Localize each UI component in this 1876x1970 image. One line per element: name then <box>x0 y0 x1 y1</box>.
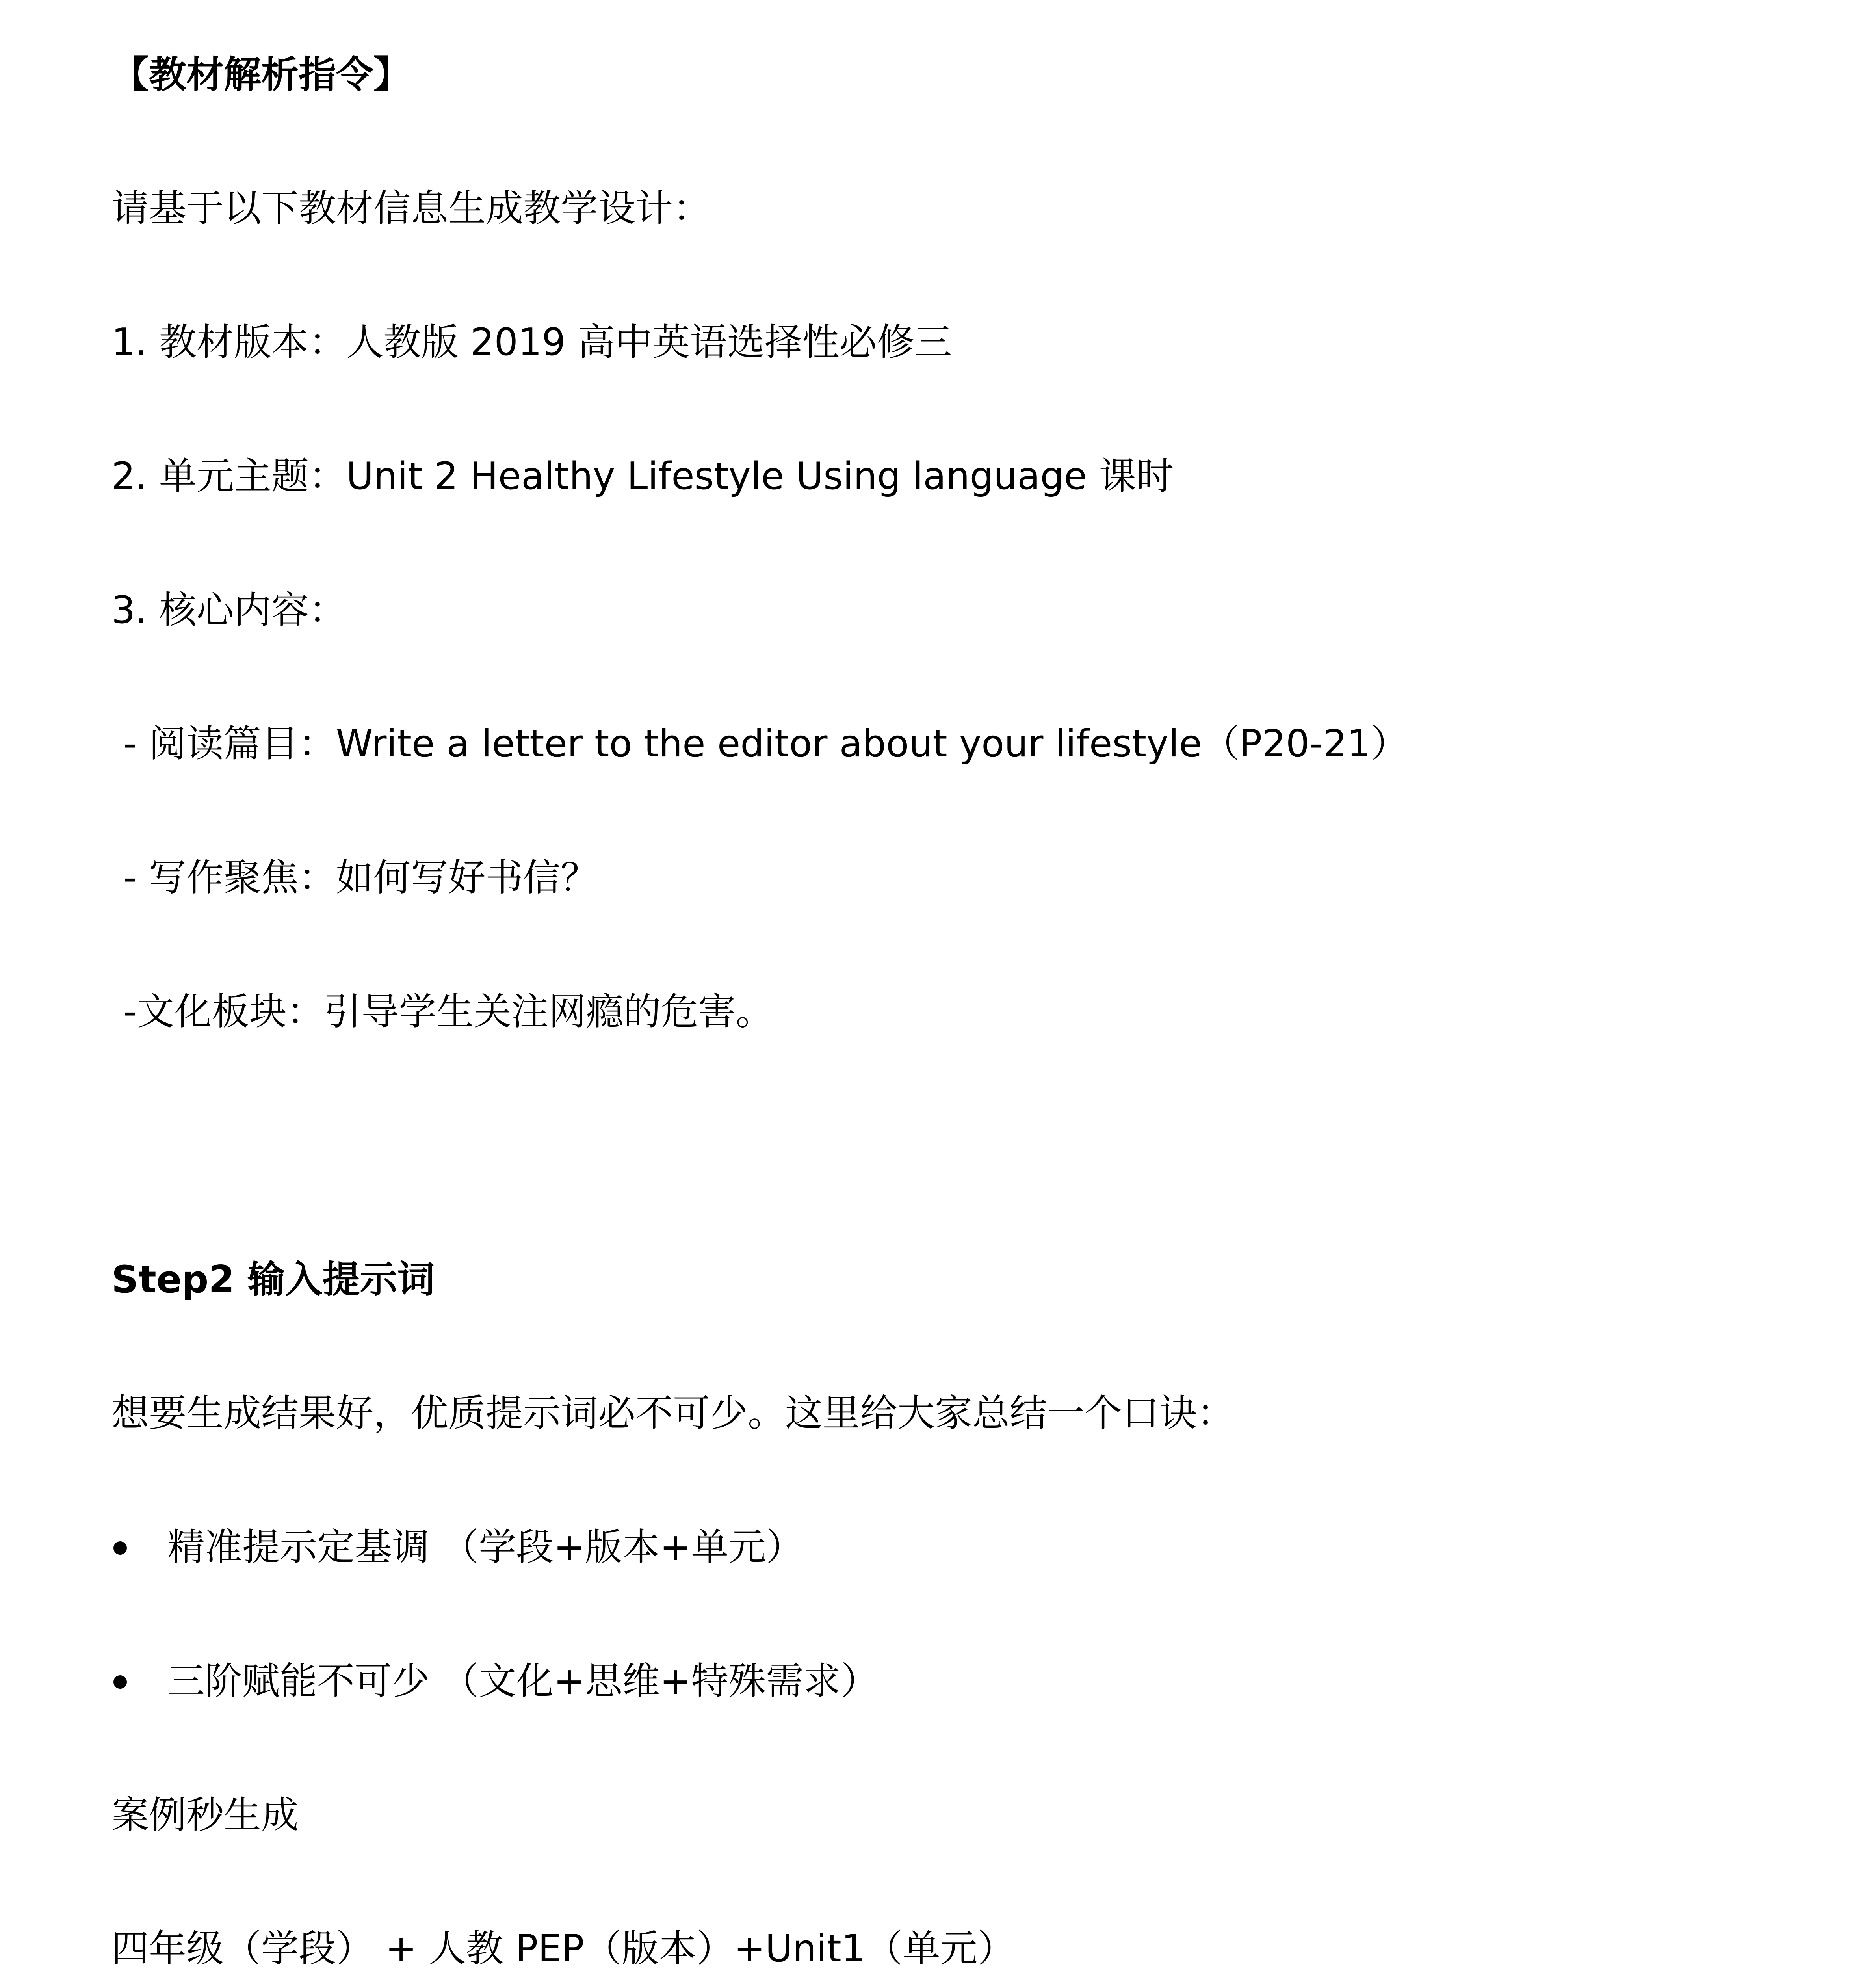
bullet-dot-icon <box>113 1541 127 1555</box>
example-formula: 四年级（学段） + 人教 PEP（版本）+Unit1（单元） <box>111 1927 1015 1970</box>
example-label: 案例秒生成 <box>111 1793 299 1837</box>
list-item-textbook-version: 1. 教材版本：人教版 2019 高中英语选择性必修三 <box>111 321 952 364</box>
section-heading-textbook-analysis: 【教材解析指令】 <box>111 53 411 97</box>
bullet-text: 三阶赋能不可少 （文化+思维+特殊需求） <box>167 1660 879 1703</box>
list-item-core-content: 3. 核心内容： <box>111 589 346 632</box>
sub-item-culture: -文化板块：引导学生关注网瘾的危害。 <box>111 990 773 1033</box>
intro-text: 请基于以下教材信息生成教学设计： <box>111 187 711 230</box>
list-item-unit-theme: 2. 单元主题：Unit 2 Healthy Lifestyle Using language 课时 <box>111 455 1174 498</box>
bullet-dot-icon <box>113 1675 127 1689</box>
sub-item-writing: - 写作聚焦：如何写好书信？ <box>111 856 598 900</box>
sub-item-reading: - 阅读篇目：Write a letter to the editor about your lifestyle（P20-21） <box>111 722 1408 766</box>
section-heading-step2: Step2 输入提示词 <box>111 1258 435 1301</box>
prompt-intro-text: 想要生成结果好，优质提示词必不可少。这里给大家总结一个口诀： <box>111 1392 1235 1435</box>
bullet-text: 精准提示定基调 （学段+版本+单元） <box>167 1526 804 1569</box>
